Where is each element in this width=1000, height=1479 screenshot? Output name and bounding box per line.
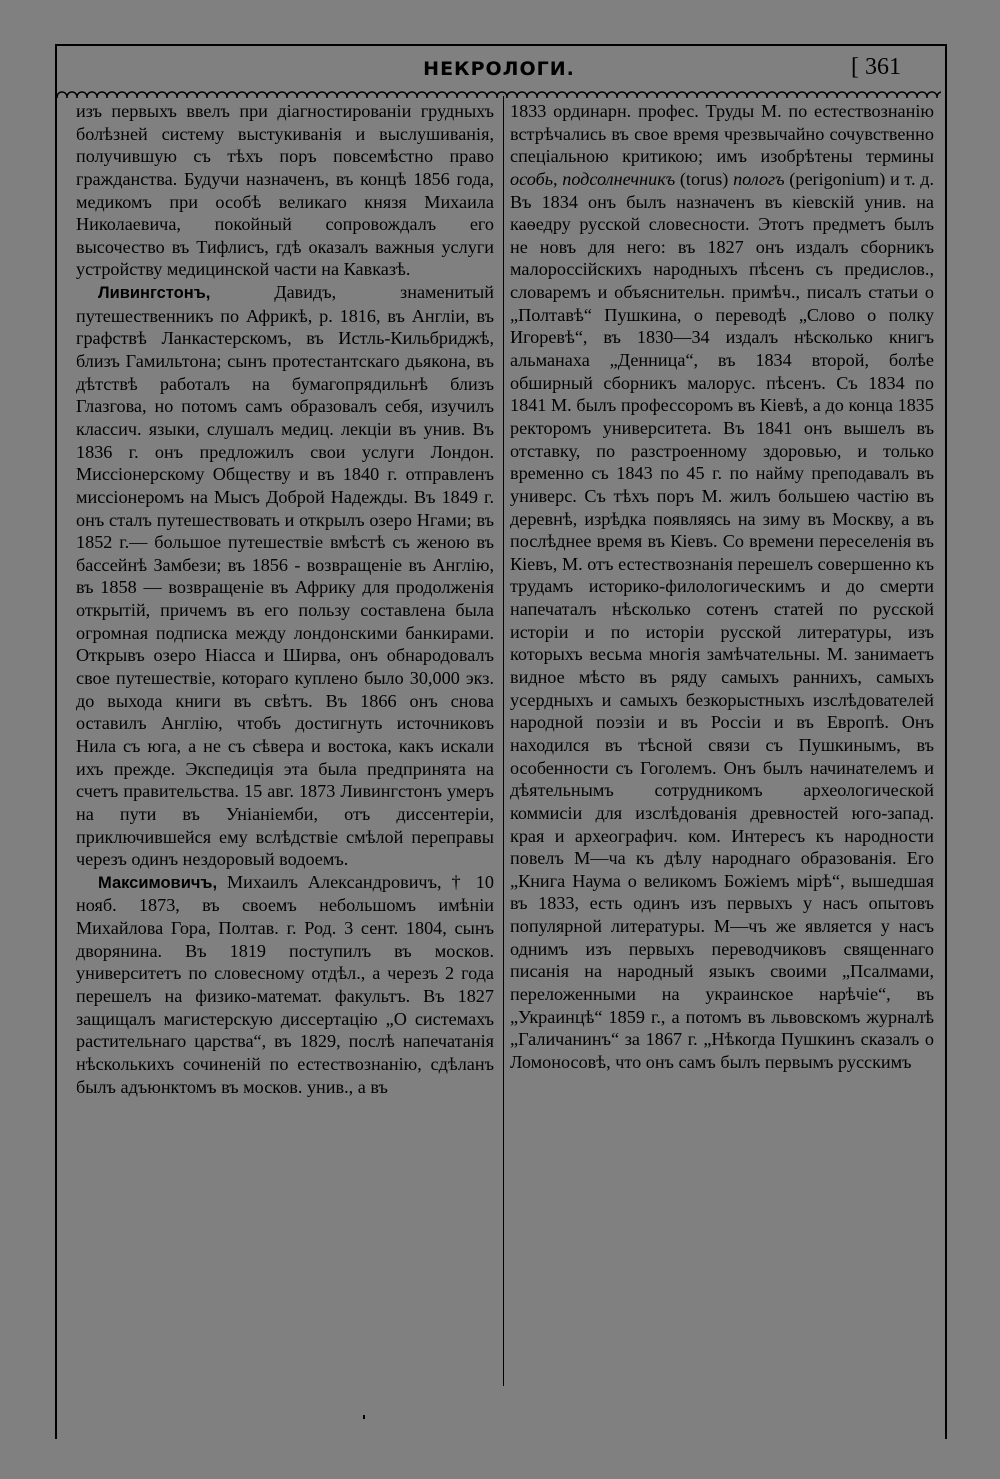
print-mark xyxy=(363,1415,365,1419)
entry-livingstone-text: Давидъ, знаменитый путешественникъ по Африкѣ, р. 1816, въ Англіи, въ графствѣ Ланкастерскомъ, въ Истль-Кильбриджѣ, близъ Гамильтона; сынъ протестантскаго дьякона, въ дѣтствѣ работалъ на бумагопрядильнѣ близъ Глазгова, но потомъ самъ образовалъ себя, изучилъ классич. языки, слушалъ медиц. лекціи въ унив. Въ 1836 г. онъ предложилъ свои услуги Лондон. Миссіонерскому Обществу и въ 1840 г. отправленъ миссіонеромъ на Мысъ Доброй Надежды. Въ 1849 г. онъ сталъ путешествовать и открылъ озеро Нгами; въ 1852 г.— большое путешествіе вмѣстѣ съ женою въ бассейнѣ Замбези; въ 1856 - возвращеніе въ Англію, въ 1858 — возвращеніе въ Африку для продолженія открытій, причемъ въ его пользу составлена была огромная подписка между лондонскими банкирами. Открывъ озеро Ніасса и Ширва, онъ обнародовалъ свое путешествіе, котораго куплено было 30,000 экз. до выхода книги въ свѣтъ. Въ 1866 онъ снова оставилъ Англію, чтобъ достигнуть источниковъ Нила съ юга, а не съ сѣвера и востока, какъ искали ихъ прежде. Экспедиція эта была предпринята на счетъ правительства. 15 авг. 1873 Ливингстонъ умеръ на пути въ Уніаніемби, отъ диссентеріи, приключившейся ему вслѣдствіе смѣлой переправы черезъ одинъ нездоровый водоемъ. xyxy=(76,282,494,870)
entry-maksimovich xyxy=(76,871,494,1098)
entry-maksimovich-continued xyxy=(510,100,934,1074)
wavy-rule-divider xyxy=(57,88,941,98)
page-number: [ 361 xyxy=(851,54,901,80)
italic-term: пологъ xyxy=(733,168,785,189)
column-divider xyxy=(503,96,504,1386)
text-run: 1833 ординарн. профес. Труды М. по естествознанію встрѣчались въ свое время чрезвычайно сочувственно спеціальною критикою; имъ изобрѣтены термины xyxy=(510,101,934,167)
paragraph-continuation: изъ первыхъ ввелъ при діагностированіи грудныхъ болѣзней систему выстукиванія и выслушиванія, получившую съ тѣхъ поръ повсемѣстно право гражданства. Будучи назначенъ, въ концѣ 1856 года, медикомъ при особѣ великаго князя Михаила Николаевича, покойный сопровождалъ его высочество въ Тифлисъ, гдѣ оказалъ важныя услуги устройству медицинской части на Кавказѣ. xyxy=(76,101,494,280)
headword-livingstone: Ливингстонъ, xyxy=(98,284,211,303)
right-column xyxy=(510,100,934,1074)
section-title: НЕКРОЛОГИ. xyxy=(423,58,575,80)
left-column xyxy=(76,100,494,1098)
entry-maksimovich-text: Михаилъ Александровичъ, † 10 нояб. 1873, въ своемъ небольшомъ имѣніи Михайлова Гора, Полтав. г. Род. 3 сент. 1804, сынъ дворянина. Въ 1819 поступилъ въ москов. университетъ по словесному отдѣл., а черезъ 2 года перешелъ на физико-математ. факультъ. Въ 1827 защищалъ магистерскую диссертацію „О системахъ растительнаго царства“, въ 1829, послѣ напечатанія нѣсколькихъ сочиненій по естествознанію, сдѣланъ былъ адъюнктомъ въ москов. унив., а въ xyxy=(76,871,494,1097)
text-run: (perigonium) и т. д. Въ 1834 онъ былъ назначенъ въ кіевскій унив. на каѳедру русской словесности. Этотъ предметъ былъ не новъ для него: въ 1827 онъ издалъ сборникъ малороссійскихъ народныхъ пѣсенъ съ предислов., словаремъ и объяснительн. примѣч., писалъ статьи о „Полтавѣ“ Пушкина, о переводѣ „Слово о полку Игоревѣ“, въ 1830—34 издалъ нѣсколько книгъ альманаха „Денница“, въ 1834 второй, болѣе обширный сборникъ малорус. пѣсенъ. Съ 1834 по 1841 М. былъ профессоромъ въ Кіевѣ, а до конца 1835 ректоромъ университета. Въ 1841 онъ вышелъ въ отставку, по разстроенному здоровью, и только временно съ 1843 по 45 г. по найму преподавалъ въ универс. Съ тѣхъ поръ М. жилъ большею частію въ деревнѣ, изрѣдка появляясь на зиму въ Москву, а въ послѣднее время въ Кіевъ. Со времени переселенія въ Кіевъ, М. отъ естествознанія перешелъ совершенно къ трудамъ историко-филологическимъ и до смерти напечаталъ нѣсколько сотенъ статей по русской исторіи и по исторіи русской литературы, изъ которыхъ весьма многія замѣчательны. М. занимаетъ видное мѣсто въ ряду самыхъ раннихъ, самыхъ усердныхъ и самыхъ безкорыстныхъ изслѣдователей народной поэзіи и въ Россіи и въ Европѣ. Онъ находился въ тѣсной связи съ Пушкинымъ, въ особенности съ Гоголемъ. Онъ былъ начинателемъ и дѣятельнымъ сотрудникомъ археологической коммисіи для изслѣдованія древностей юго-запад. края и археографич. ком. Интересъ къ народности повелъ М—ча къ дѣлу народнаго образованія. Его „Книга Наума о великомъ Божіемъ мірѣ“, вышедшая въ 1833, есть одинъ изъ первыхъ у насъ опытовъ популярной литературы. М—чъ же является у насъ однимъ изъ первыхъ переводчиковъ священнаго писанія на народный языкъ своими „Псалмами, переложенными на украинское нарѣчіе“, въ „Украинцѣ“ 1859 г., а потомъ въ львовскомъ журналѣ „Галичанинъ“ за 1867 г. „Нѣкогда Пушкинъ сказалъ о Ломоносовѣ, что онъ самъ былъ первымъ русскимъ xyxy=(510,168,934,1072)
italic-terms: особь, подсолнечникъ xyxy=(510,168,676,189)
text-run: (torus) xyxy=(675,168,734,189)
entry-livingstone xyxy=(76,281,494,871)
headword-maksimovich: Максимовичъ, xyxy=(98,873,218,892)
running-header xyxy=(57,52,941,88)
